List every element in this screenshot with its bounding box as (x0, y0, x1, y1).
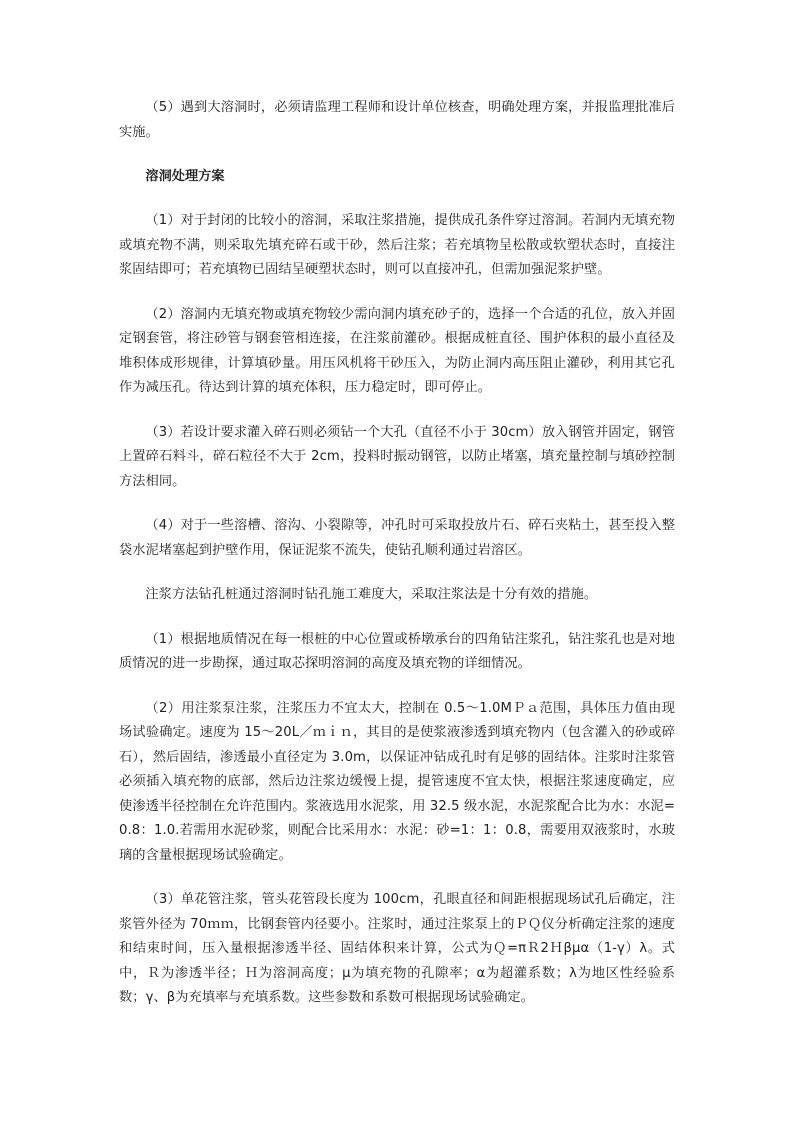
paragraph-single-pipe-grouting: （3）单花管注浆，管头花管段长度为 100cm，孔眼直径和间距根据现场试孔后确定，注浆管外径为 70ｍｍ，比钢套管内径要小。注浆时，通过注浆泵上的ＰＱ仪分析确定注浆的速度和结束时间，压入量根据渗透半径、固结体积来计算，公式为Ｑ=πＲ2Ｈβμα（1-γ）λ。式中，Ｒ为渗透半径；Ｈ为溶洞高度；μ为填充物的孔隙率；α为超灌系数；λ为地区性经验系数；γ、β为充填率与充填系数。这些参数和系数可根据现场试验确定。 (119, 892, 675, 1005)
section-heading: 溶洞处理方案 (145, 169, 225, 184)
paragraph-fissures: （4）对于一些溶槽、溶沟、小裂隙等，冲孔时可采取投放片石、碎石夹粘土，甚至投入整袋水泥堵塞起到护壁作用，保证泥浆不流失，使钻孔顺利通过岩溶区。 (119, 518, 675, 558)
document-body (119, 96, 675, 1031)
paragraph-grout-pump: （2）用注浆泵注浆，注浆压力不宜太大，控制在 0.5～1.0MＰａ范围，具体压力值由现场试验确定。速度为 15～20L／ｍｉｎ，其目的是使浆液渗透到填充物内（包含灌入的砂或碎石），然后固结，渗透最小直径定为 3.0m，以保证冲钻成孔时有足够的固结体。注浆时注浆管必须插入填充物的底部，然后边注浆边缓慢上提，提管速度不宜太快，根据注浆速度确定，应使渗透半径控制在允许范围内。浆液选用水泥浆，用 32.5 级水泥，水泥浆配合比为水：水泥=0.8：1.0.若需用水泥砂浆，则配合比采用水：水泥：砂=1：1：0.8，需要用双液浆时，水玻璃的含量根据现场试验确定。 (119, 700, 675, 863)
paragraph-gravel-filling: （3）若设计要求灌入碎石则必须钻一个大孔（直径不小于 30cm）放入钢管并固定，钢管上置碎石料斗，碎石粒径不大于 2cm，投料时振动钢管，以防止堵塞，填充量控制与填砂控制方法相同。 (119, 424, 675, 489)
paragraph-grouting-intro: 注浆方法钻孔桩通过溶洞时钻孔施工难度大，采取注浆法是十分有效的措施。 (145, 587, 598, 602)
paragraph-sand-filling: （2）溶洞内无填充物或填充物较少需向洞内填充砂子的，选择一个合适的孔位，放入并固定钢套管，将注砂管与钢套管相连接，在注浆前灌砂。根据成桩直径、围护体积的最小直径及堆积体成形规律，计算填砂量。用压风机将干砂压入，为防止洞内高压阻止灌砂，利用其它孔作为减压孔。待达到计算的填充体积，压力稳定时，即可停止。 (119, 306, 675, 395)
paragraph-grouting-holes: （1）根据地质情况在每一根桩的中心位置或桥墩承台的四角钻注浆孔，钻注浆孔也是对地质情况的进一步勘探，通过取芯探明溶洞的高度及填充物的详细情况。 (119, 631, 675, 671)
paragraph-closed-small-cave: （1）对于封闭的比较小的溶洞，采取注浆措施，提供成孔条件穿过溶洞。若洞内无填充物或填充物不满，则采取先填充碎石或干砂，然后注浆；若充填物呈松散或软塑状态时，直接注浆固结即可；若充填物已固结呈硬塑状态时，则可以直接冲孔，但需加强泥浆护壁。 (119, 213, 675, 277)
paragraph-large-cave-approval: （5）遇到大溶洞时，必须请监理工程师和设计单位核查，明确处理方案，并报监理批准后实施。 (119, 100, 675, 140)
